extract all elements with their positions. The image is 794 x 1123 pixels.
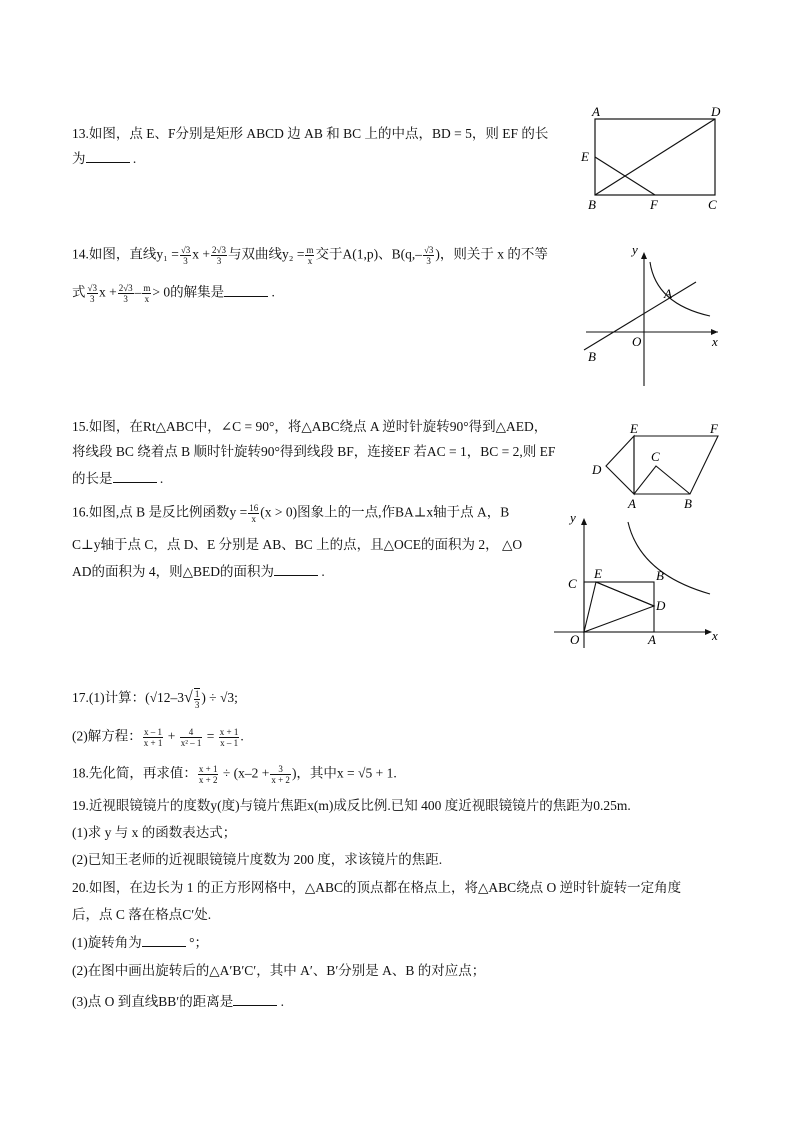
q14-text: – [134,284,142,300]
q15-line1: 15.如图，在Rt△ABC中，∠C = 90°，将△ABC绕点 A 逆时针旋转90°得到△AED， [72,419,548,434]
y-axis-arrow [581,518,587,525]
hyperbola [628,522,710,594]
answer-blank [113,470,157,483]
q17-text: 17.(1)计算：(√12–3 [72,690,185,706]
fraction [143,727,164,748]
denominator: 3 [183,256,188,266]
q20-line2: 后，点 C 落在格点C′处. [72,907,212,922]
q14-text: > 0的解集是 [152,284,225,300]
label-y: y [570,510,576,525]
numerator: 2√3 [118,283,133,293]
q15-line3-post: . [159,471,164,486]
q14-text: 交于A(1,p)、B(q,– [315,246,422,262]
q18-text: )，其中x = √5 + 1. [291,765,397,781]
q13-line2-pre: 为 [72,151,86,166]
label-x: x [712,628,718,643]
hyperbola-y2 [650,262,710,316]
q18-text: ÷ (x–2 + [222,765,270,781]
label-a: A [592,104,600,119]
label-b: B [684,496,692,511]
numerator: m [143,283,151,293]
label-a: A [664,286,672,301]
label-d: D [656,598,666,613]
q20-line3 [72,934,208,952]
fraction [248,503,259,524]
label-c: C [708,197,717,212]
fraction [305,245,314,266]
q16-graph-figure [550,508,730,654]
label-c: C [568,576,577,591]
label-o: O [570,632,580,647]
label-d: D [711,104,721,119]
label-e: E [630,421,638,436]
answer-blank [224,284,268,297]
q15-rotation-figure [588,420,728,514]
label-d: D [592,462,602,477]
denominator: x + 2 [271,775,290,785]
q17-text: ) ÷ √3; [201,690,238,706]
q15-line3 [72,470,163,488]
y-axis-arrow [641,252,647,259]
equals-sign: = [206,728,215,744]
numerator: 16 [249,503,259,513]
triangle-oed [584,582,654,632]
label-c: C [651,449,660,464]
denominator: 3 [426,256,431,266]
answer-blank [233,993,277,1006]
sqrt-sign: √ [184,689,193,707]
denominator: x [307,256,313,266]
q17-text: . [240,728,244,744]
numerator: x – 1 [144,727,163,737]
q16-line3-pre: AD的面积为 4，则△BED的面积为 [72,564,275,579]
q14-line2 [72,283,275,304]
q19-line3: (2)已知王老师的近视眼镜镜片度数为 200 度，求该镜片的焦距. [72,852,443,867]
plus-sign: + [167,728,176,744]
fraction [198,764,219,785]
q13-rectangle-figure [578,103,728,215]
answer-blank [274,563,318,576]
q14-text: . [271,284,275,300]
label-e: E [581,149,589,164]
q18-line [72,764,397,785]
quad-efba [634,436,718,494]
q16-line1 [72,503,509,524]
q14-line1 [72,245,548,266]
label-f: F [650,197,658,212]
label-b: B [656,568,664,583]
label-x: x [712,334,718,349]
answer-blank [86,150,130,163]
denominator: 3 [216,256,222,266]
answer-blank [142,934,186,947]
q20-line1: 20.如图，在边长为 1 的正方形网格中，△ABC的顶点都在格点上，将△ABC绕点 O 逆时针旋转一定角度 [72,880,682,895]
fraction [211,245,227,266]
q14-text: x + [98,284,117,300]
denominator: 3 [89,294,95,304]
q16-line3-post: . [321,564,325,579]
q19-line2: (1)求 y 与 x 的函数表达式； [72,825,237,840]
denominator: x [251,514,256,524]
fraction [270,764,291,785]
denominator: x² – 1 [180,738,202,748]
q14-text: x + [192,246,211,262]
denominator: x – 1 [220,738,239,748]
q16-line3 [72,563,325,581]
q15-line3-pre: 的长是 [72,471,113,486]
fraction [87,283,98,304]
q20-line4: (2)在图中画出旋转后的△A′B′C′，其中 A′、B′分别是 A、B 的对应点； [72,963,486,978]
fraction [180,727,203,748]
q14-text: 与双曲线y₂ = [227,246,305,262]
q15-line2: 将线段 BC 绕着点 B 顺时针旋转90°得到线段 BF，连接EF 若AC = 1，BC = 2,则 EF [72,444,556,459]
fraction [180,245,191,266]
fraction [118,283,134,304]
label-f: F [710,421,718,436]
q17-line1 [72,688,238,710]
q17-line2 [72,727,244,748]
label-y: y [632,242,638,257]
q13-line2-post: . [132,151,137,166]
numerator: 3 [270,764,291,775]
numerator: √3 [423,245,434,255]
label-b: B [588,197,596,212]
label-e: E [594,566,602,581]
denominator: 3 [123,294,128,304]
denominator: x + 2 [198,775,218,785]
denominator: x [144,294,150,304]
fraction [423,245,434,266]
numerator: 4 [180,727,203,738]
q20-line3-post: °； [189,935,209,950]
q20-line5-pre: (3)点 O 到直线BB′的距离是 [72,994,234,1009]
q13-line1: 13.如图，点 E、F分别是矩形 ABCD 边 AB 和 BC 上的中点，BD = 5，则 EF 的长 [72,126,549,141]
diagonal-bd [595,119,715,195]
numerator: 2√3 [212,245,226,255]
triangle-abc [634,466,690,494]
numerator: x + 1 [219,727,239,737]
numerator: 1 [194,689,200,699]
label-a: A [628,496,636,511]
label-o: O [632,334,642,349]
q20-line5 [72,993,284,1011]
q13-line2 [72,150,136,168]
fraction [142,283,151,304]
denominator: x + 1 [143,738,163,748]
q14-text: 式 [72,284,86,300]
fraction [219,727,240,748]
numerator: √3 [87,283,97,293]
label-b: B [588,349,596,364]
q14-graph-figure [578,240,728,390]
q16-line2: C⊥y轴于点 C，点 D、E 分别是 AB、BC 上的点，且△OCE的面积为 2， △O [72,537,523,552]
label-a: A [648,632,656,647]
q14-text: )，则关于 x 的不等 [435,246,548,262]
x-axis-arrow [705,629,712,635]
q20-line3-pre: (1)旋转角为 [72,935,142,950]
triangle-aed [606,436,634,494]
numerator: m [306,245,314,255]
fraction [194,688,201,710]
denominator: 3 [194,700,200,710]
segment-ed [596,582,654,606]
q16-text: 16.如图,点 B 是反比例函数y = [72,504,248,520]
q20-line5-post: . [280,994,284,1009]
q18-text: 18.先化简，再求值： [72,765,197,781]
q19-line1: 19.近视眼镜镜片的度数y(度)与镜片焦距x(m)成反比例.已知 400 度近视眼镜镜片的焦距为0.25m. [72,798,631,813]
numerator: x + 1 [198,764,218,774]
q14-text: 14.如图，直线y₁ = [72,246,179,262]
numerator: √3 [180,245,191,255]
q17-text: (2)解方程： [72,728,142,744]
q16-text: (x > 0)图象上的一点,作BA⊥x轴于点 A，B [260,504,510,520]
